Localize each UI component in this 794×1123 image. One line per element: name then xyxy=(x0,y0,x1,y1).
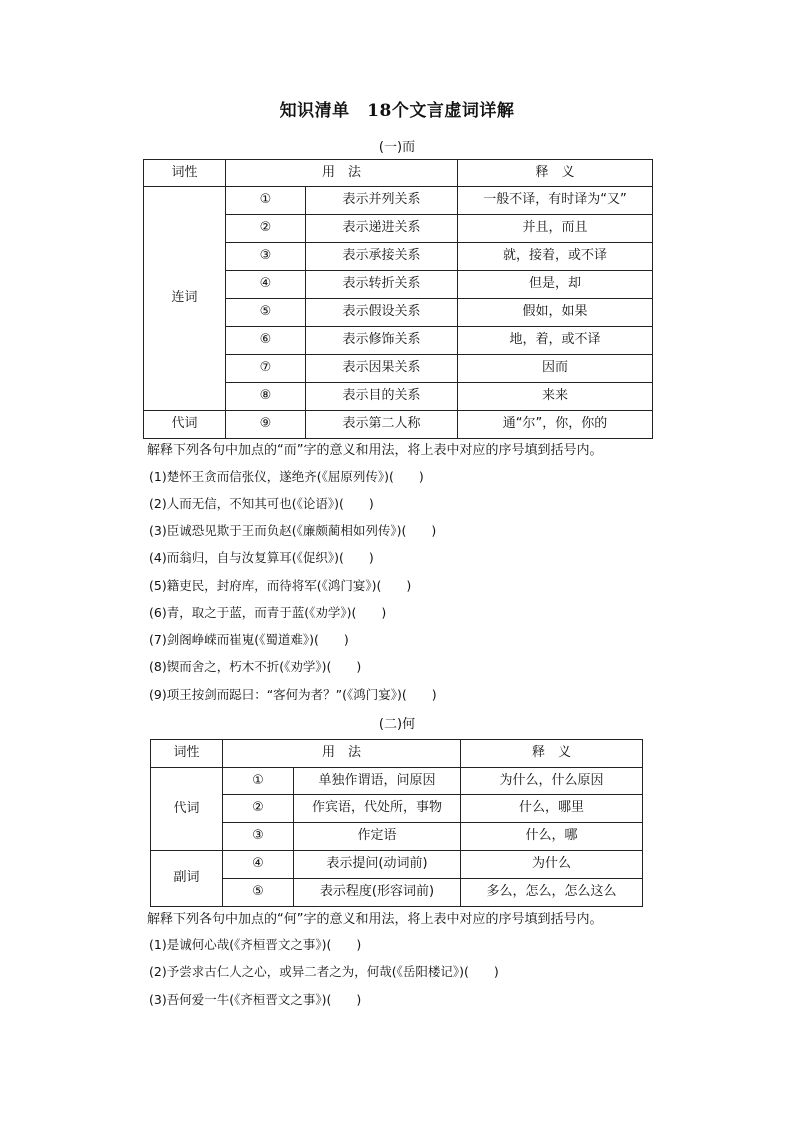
instruction-text: 解释下列各句中加点的“何”字的意义和用法，将上表中对应的序号填到括号内。 xyxy=(147,912,603,927)
meaning-cell: 多么，怎么，怎么这么 xyxy=(461,879,643,907)
row-number: ④ xyxy=(223,851,294,879)
question-item: (5)籍吏民，封府库，而待将军(《鸿门宴》)( ) xyxy=(149,578,412,593)
question-item: (3)臣诚恐见欺于王而负赵(《廉颇蔺相如列传》)( ) xyxy=(149,523,437,538)
question-item: (8)锲而舍之，朽木不折(《劝学》)( ) xyxy=(149,659,362,674)
instruction-text: 解释下列各句中加点的“而”字的意义和用法，将上表中对应的序号填到括号内。 xyxy=(147,443,603,458)
usage-cell: 表示程度(形容词前) xyxy=(294,879,461,907)
meaning-cell: 并且，而且 xyxy=(458,215,653,243)
row-number: ⑨ xyxy=(226,411,306,439)
meaning-cell: 就，接着，或不译 xyxy=(458,243,653,271)
header-usage: 用 法 xyxy=(226,160,458,187)
usage-cell: 表示目的关系 xyxy=(306,383,458,411)
usage-cell: 表示转折关系 xyxy=(306,271,458,299)
row-number: ⑦ xyxy=(226,355,306,383)
usage-cell: 表示修饰关系 xyxy=(306,327,458,355)
usage-cell: 表示承接关系 xyxy=(306,243,458,271)
usage-cell: 表示第二人称 xyxy=(306,411,458,439)
question-item: (2)予尝求古仁人之心，或异二者之为，何哉(《岳阳楼记》)( ) xyxy=(149,964,499,979)
table-row xyxy=(151,768,643,795)
row-number: ① xyxy=(223,768,294,795)
usage-cell: 作宾语，代处所，事物 xyxy=(294,795,461,823)
row-number: ② xyxy=(226,215,306,243)
question-item: (6)青，取之于蓝，而青于蓝(《劝学》)( ) xyxy=(149,605,387,620)
table-row xyxy=(151,879,643,907)
row-number: ③ xyxy=(223,823,294,851)
row-number: ④ xyxy=(226,271,306,299)
header-meaning: 释 义 xyxy=(461,740,643,768)
question-item: (4)而翁归，自与汝复算耳(《促织》)( ) xyxy=(149,550,374,565)
row-number: ⑧ xyxy=(226,383,306,411)
table-header-row xyxy=(144,160,653,187)
usage-cell: 表示递进关系 xyxy=(306,215,458,243)
usage-table-er xyxy=(143,159,653,439)
question-item: (2)人而无信，不知其可也(《论语》)( ) xyxy=(149,496,374,511)
meaning-cell: 但是，却 xyxy=(458,271,653,299)
table-row xyxy=(151,851,643,879)
meaning-cell: 假如，如果 xyxy=(458,299,653,327)
usage-table-he xyxy=(150,739,643,907)
header-pos: 词性 xyxy=(151,740,223,768)
pos-cell-conjunction: 连词 xyxy=(144,187,226,411)
meaning-cell: 什么，哪里 xyxy=(461,795,643,823)
page-title: 知识清单 18个文言虚词详解 xyxy=(279,101,515,121)
meaning-cell: 地，着，或不译 xyxy=(458,327,653,355)
meaning-cell: 通“尔”，你，你的 xyxy=(458,411,653,439)
row-number: ① xyxy=(226,187,306,215)
section-heading-he: (二)何 xyxy=(378,717,416,732)
usage-cell: 作定语 xyxy=(294,823,461,851)
meaning-cell: 为什么 xyxy=(461,851,643,879)
table-row xyxy=(151,823,643,851)
row-number: ⑥ xyxy=(226,327,306,355)
meaning-cell: 为什么，什么原因 xyxy=(461,768,643,795)
usage-cell: 单独作谓语，问原因 xyxy=(294,768,461,795)
table-row xyxy=(144,411,653,439)
usage-cell: 表示提问(动词前) xyxy=(294,851,461,879)
header-pos: 词性 xyxy=(144,160,226,187)
pos-cell-adverb: 副词 xyxy=(151,851,223,907)
pos-cell-pronoun: 代词 xyxy=(151,768,223,851)
question-item: (3)吾何爱一牛(《齐桓晋文之事》)( ) xyxy=(149,992,362,1007)
meaning-cell: 因而 xyxy=(458,355,653,383)
usage-cell: 表示假设关系 xyxy=(306,299,458,327)
row-number: ② xyxy=(223,795,294,823)
question-item: (1)楚怀王贪而信张仪，遂绝齐(《屈原列传》)( ) xyxy=(149,469,424,484)
header-usage: 用 法 xyxy=(223,740,461,768)
pos-cell-pronoun: 代词 xyxy=(144,411,226,439)
question-item: (1)是诚何心哉(《齐桓晋文之事》)( ) xyxy=(149,937,362,952)
meaning-cell: 来来 xyxy=(458,383,653,411)
question-item: (9)项王按剑而跽曰：“客何为者？”(《鸿门宴》)( ) xyxy=(149,687,437,702)
table-row xyxy=(151,795,643,823)
usage-cell: 表示因果关系 xyxy=(306,355,458,383)
section-heading-er: (一)而 xyxy=(378,140,416,155)
row-number: ⑤ xyxy=(223,879,294,907)
row-number: ③ xyxy=(226,243,306,271)
table-row xyxy=(144,187,653,215)
row-number: ⑤ xyxy=(226,299,306,327)
header-meaning: 释 义 xyxy=(458,160,653,187)
meaning-cell: 一般不译，有时译为“又” xyxy=(458,187,653,215)
table-header-row xyxy=(151,740,643,768)
usage-cell: 表示并列关系 xyxy=(306,187,458,215)
meaning-cell: 什么，哪 xyxy=(461,823,643,851)
question-item: (7)剑阁峥嵘而崔嵬(《蜀道难》)( ) xyxy=(149,632,349,647)
